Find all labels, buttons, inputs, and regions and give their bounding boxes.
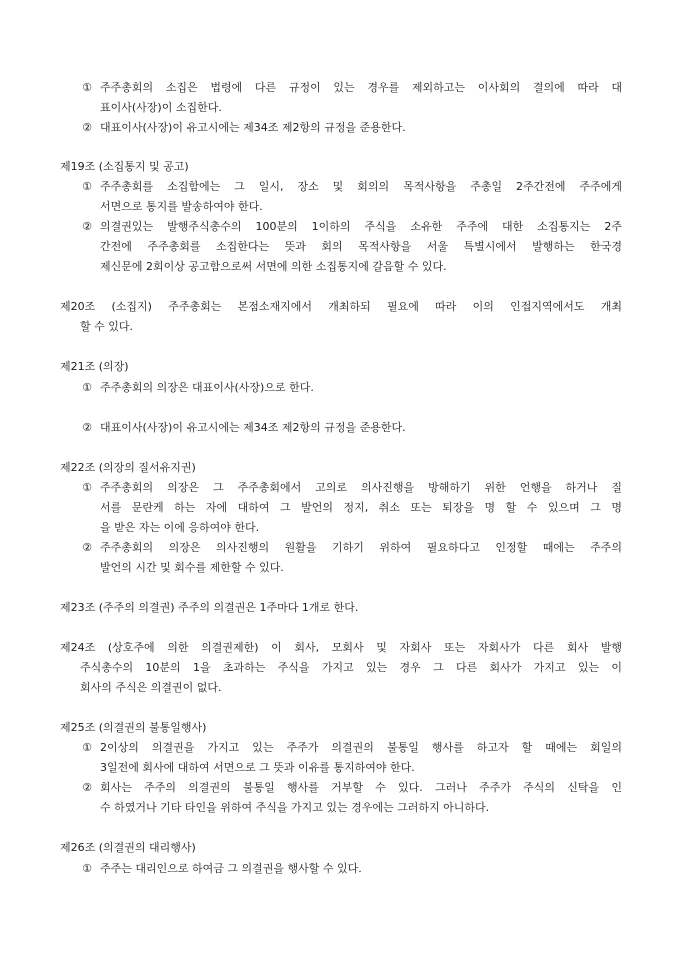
clause-number: ② bbox=[82, 220, 92, 233]
clause-text: 3일전에 회사에 대하여 서면으로 그 뜻과 이유를 통지하여야 한다. bbox=[100, 761, 415, 774]
clause-text: 서를 문란케 하는 자에 대하여 그 발언의 정지, 취소 또는 퇴장을 명 할 수 있으며 그 명 bbox=[100, 501, 622, 514]
clause-text: 표이사(사장)이 소집한다. bbox=[100, 101, 222, 114]
clause-number: ② bbox=[82, 121, 92, 134]
article-heading: 제22조 (의장의 질서유지권) bbox=[60, 461, 196, 474]
clause-number: ② bbox=[82, 781, 92, 794]
article-heading: 제26조 (의결권의 대리행사) bbox=[60, 841, 196, 854]
article-text: 주식총수의 10분의 1을 초과하는 주식을 가지고 있는 경우 그 다른 회사가 가지고 있는 이 bbox=[80, 661, 622, 674]
clause-text: 주주총회의 의장은 의사진행의 원활을 기하기 위하여 필요하다고 인정할 때에는 주주의 bbox=[100, 541, 622, 554]
clause-text: 회사는 주주의 의결권의 불통일 행사를 거부할 수 있다. 그러나 주주가 주식의 신탁을 인 bbox=[100, 781, 622, 794]
clause-number: ② bbox=[82, 541, 92, 554]
clause-text: 제신문에 2회이상 공고함으로써 서면에 의한 소집통지에 갈음할 수 있다. bbox=[100, 260, 447, 273]
clause-text: 주주총회를 소집함에는 그 일시, 장소 및 회의의 목적사항을 주총일 2주간전에 주주에게 bbox=[100, 180, 622, 193]
clause-text: 대표이사(사장)이 유고시에는 제34조 제2항의 규정을 준용한다. bbox=[100, 121, 406, 134]
clause-number: ① bbox=[82, 180, 92, 193]
clause-number: ① bbox=[82, 81, 92, 94]
clause-text: 대표이사(사장)이 유고시에는 제34조 제2항의 규정을 준용한다. bbox=[100, 421, 406, 434]
clause-text: 2이상의 의결권을 가지고 있는 주주가 의결권의 불통일 행사를 하고자 할 때에는 회일의 bbox=[100, 741, 622, 754]
clause-text: 주주총회의 소집은 법령에 다른 규정이 있는 경우를 제외하고는 이사회의 결의에 따라 대 bbox=[100, 81, 622, 94]
clause-text: 서면으로 통지를 발송하여야 한다. bbox=[100, 200, 263, 213]
clause-number: ① bbox=[82, 481, 92, 494]
clause-text: 주주총회의 의장은 대표이사(사장)으로 한다. bbox=[100, 381, 314, 394]
clause-text: 간전에 주주총회를 소집한다는 뜻과 회의 목적사항을 서울 특별시에서 발행하는 한국경 bbox=[100, 240, 622, 253]
clause-number: ② bbox=[82, 421, 92, 434]
clause-text: 발언의 시간 및 회수를 제한할 수 있다. bbox=[100, 561, 284, 574]
article-text: 제20조 (소집지) 주주총회는 본점소재지에서 개최하되 필요에 따라 이의 인접지역에서도 개최 bbox=[60, 300, 622, 313]
clause-number: ① bbox=[82, 381, 92, 394]
clause-text: 주주는 대리인으로 하여금 그 의결권을 행사할 수 있다. bbox=[100, 862, 362, 875]
clause-text: 수 하였거나 기타 타인을 위하여 주식을 가지고 있는 경우에는 그러하지 아니하다. bbox=[100, 801, 490, 814]
article-text: 할 수 있다. bbox=[80, 320, 133, 333]
article-heading: 제25조 (의결권의 불통일행사) bbox=[60, 721, 207, 734]
article-heading: 제21조 (의장) bbox=[60, 360, 129, 373]
clause-number: ① bbox=[82, 741, 92, 754]
article-text: 제24조 (상호주에 의한 의결권제한) 이 회사, 모회사 및 자회사 또는 자회사가 다른 회사 발행 bbox=[60, 641, 622, 654]
clause-text: 의결권있는 발행주식총수의 100분의 1이하의 주식을 소유한 주주에 대한 소집통지는 2주 bbox=[100, 220, 622, 233]
article-text: 회사의 주식은 의결권이 없다. bbox=[80, 681, 222, 694]
clause-text: 주주총회의 의장은 그 주주총회에서 고의로 의사진행을 방해하기 위한 언행을 하거나 질 bbox=[100, 481, 622, 494]
clause-text: 을 받은 자는 이에 응하여야 한다. bbox=[100, 521, 260, 534]
article-heading: 제19조 (소집통지 및 공고) bbox=[60, 160, 189, 173]
article-text: 제23조 (주주의 의결권) 주주의 의결권은 1주마다 1개로 한다. bbox=[60, 601, 359, 614]
clause-number: ① bbox=[82, 862, 92, 875]
